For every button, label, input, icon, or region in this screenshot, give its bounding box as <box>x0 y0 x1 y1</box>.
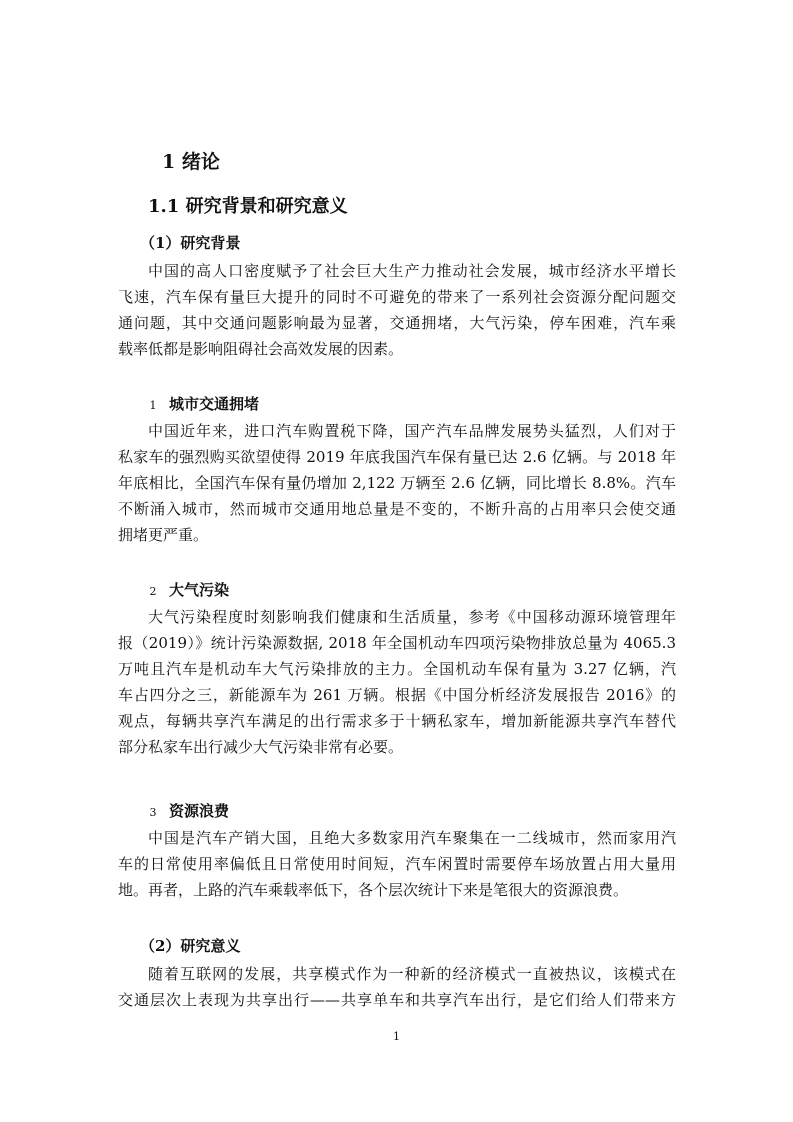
traffic-number: 1 <box>149 399 157 412</box>
background-heading: （1）研究背景 <box>140 234 241 252</box>
chapter-title: 1 绪论 <box>162 151 220 173</box>
traffic-line-4: 不断涌入城市，然而城市交通用地总量是不变的，不断升高的占用率只会使交通 <box>118 500 676 518</box>
section-title: 1.1 研究背景和研究意义 <box>148 196 348 217</box>
pollution-number: 2 <box>149 585 157 598</box>
pollution-line-4: 车占四分之三，新能源车为 261 万辆。根据《中国分析经济发展报告 2016》的 <box>118 686 676 704</box>
waste-heading-row <box>143 801 229 823</box>
waste-number: 3 <box>149 806 157 819</box>
pollution-line-2: 报（2019）》统计污染源数据, 2018 年全国机动车四项污染物排放总量为 4065.3 <box>118 634 676 652</box>
traffic-line-3: 年底相比，全国汽车保有量仍增加 2,122 万辆至 2.6 亿辆，同比增长 8.8%。汽车 <box>118 474 676 492</box>
traffic-heading-row <box>143 394 259 416</box>
traffic-line-1: 中国近年来，进口汽车购置税下降，国产汽车品牌发展势头猛烈，人们对于 <box>148 422 676 440</box>
waste-heading: 资源浪费 <box>169 802 230 820</box>
pollution-heading: 大气污染 <box>169 581 230 599</box>
traffic-line-2: 私家车的强烈购买欲望使得 2019 年底我国汽车保有量已达 2.6 亿辆。与 2018 年 <box>118 448 676 466</box>
waste-line-3: 地。再者，上路的汽车乘载率低下，各个层次统计下来是笔很大的资源浪费。 <box>118 881 629 899</box>
traffic-line-5: 拥堵更严重。 <box>118 526 209 544</box>
traffic-heading: 城市交通拥堵 <box>169 395 260 413</box>
waste-line-2: 车的日常使用率偏低且日常使用时间短，汽车闲置时需要停车场放置占用大量用 <box>118 855 676 873</box>
significance-line-1: 随着互联网的发展，共享模式作为一种新的经济模式一直被热议，该模式在 <box>148 965 676 983</box>
page-number: 1 <box>393 1030 400 1043</box>
pollution-line-1: 大气污染程度时刻影响我们健康和生活质量，参考《中国移动源环境管理年 <box>148 608 676 626</box>
background-line-4: 载率低都是影响阻碍社会高效发展的因素。 <box>118 340 404 358</box>
background-line-3: 通问题，其中交通问题影响最为显著，交通拥堵，大气污染，停车困难，汽车乘 <box>118 314 676 332</box>
pollution-line-3: 万吨且汽车是机动车大气污染排放的主力。全国机动车保有量为 3.27 亿辆，汽 <box>118 660 676 678</box>
pollution-heading-row <box>143 580 229 602</box>
significance-line-2: 交通层次上表现为共享出行——共享单车和共享汽车出行，是它们给人们带来方 <box>118 991 676 1009</box>
pollution-line-6: 部分私家车出行减少大气污染非常有必要。 <box>118 738 404 756</box>
waste-line-1: 中国是汽车产销大国，且绝大多数家用汽车聚集在一二线城市，然而家用汽 <box>148 829 676 847</box>
background-line-2: 飞速，汽车保有量巨大提升的同时不可避免的带来了一系列社会资源分配问题交 <box>118 288 676 306</box>
significance-heading: （2）研究意义 <box>140 937 241 955</box>
background-line-1: 中国的高人口密度赋予了社会巨大生产力推动社会发展，城市经济水平增长 <box>148 262 676 280</box>
pollution-line-5: 观点，每辆共享汽车满足的出行需求多于十辆私家车，增加新能源共享汽车替代 <box>118 712 676 730</box>
